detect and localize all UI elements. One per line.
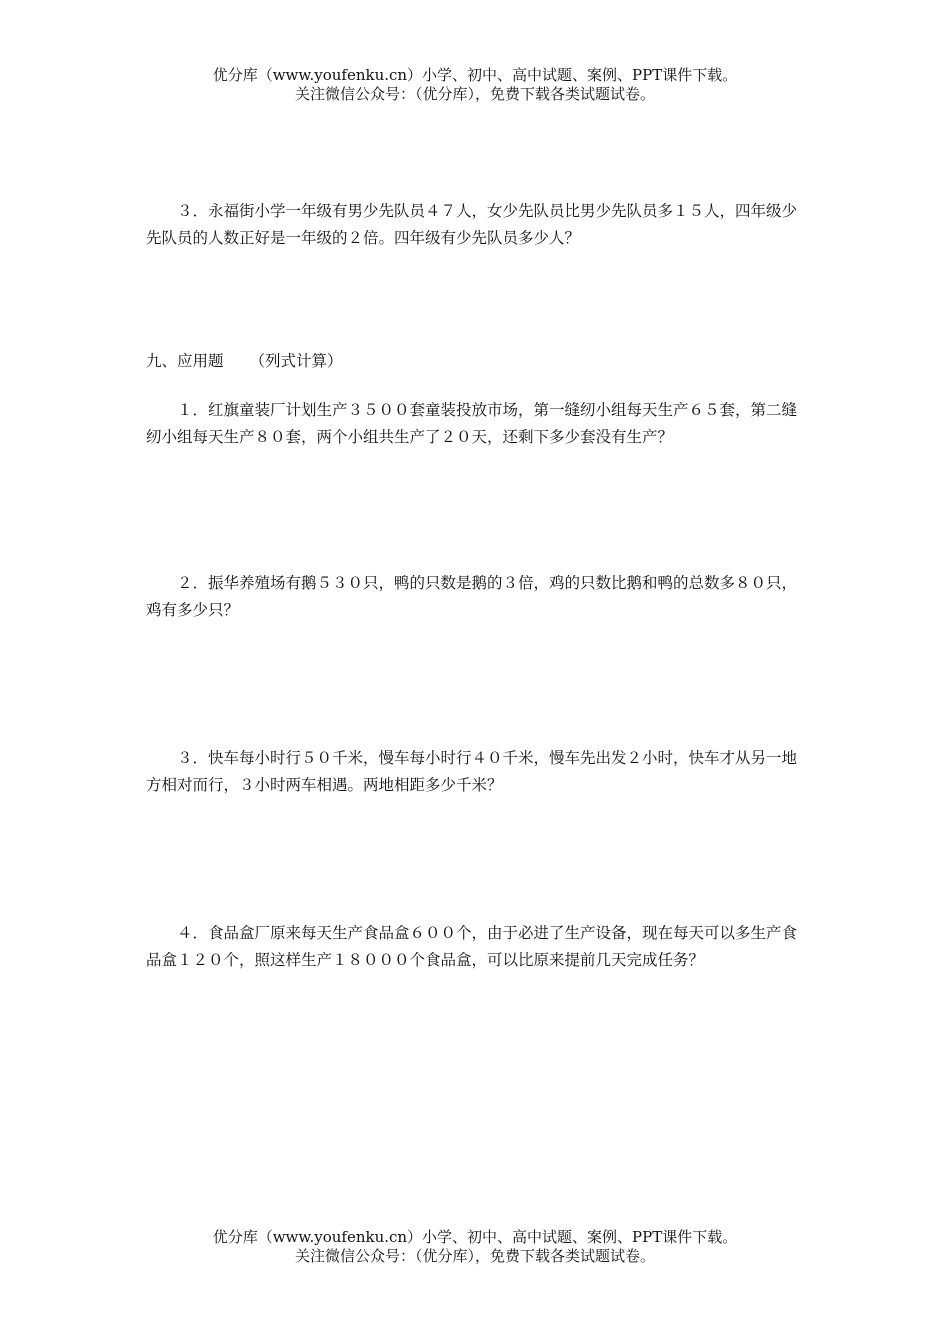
question-1: １．红旗童装厂计划生产３５００套童装投放市场，第一缝纫小组每天生产６５套，第二缝纫小组每天生产８０套，两个小组共生产了２０天，还剩下多少套没有生产？ — [146, 401, 798, 446]
footer-line-2: 关注微信公众号：（优分库），免费下载各类试题试卷。 — [294, 1247, 655, 1265]
section-title-sub: （列式计算） — [249, 352, 343, 370]
page-header — [0, 66, 950, 104]
question-4: ４．食品盒厂原来每天生产食品盒６００个，由于必进了生产设备，现在每天可以多生产食品盒１２０个，照这样生产１８０００个食品盒，可以比原来提前几天完成任务？ — [146, 924, 798, 969]
section-title-main: 九、应用题 — [146, 352, 224, 370]
section-title — [146, 349, 343, 373]
header-line-2: 关注微信公众号：（优分库），免费下载各类试题试卷。 — [294, 85, 655, 103]
page-footer — [0, 1228, 950, 1266]
prior-question-3: ３．永福街小学一年级有男少先队员４７人，女少先队员比男少先队员多１５人，四年级少先队员的人数正好是一年级的２倍。四年级有少先队员多少人？ — [146, 202, 798, 247]
footer-line-1: 优分库（www.youfenku.cn）小学、初中、高中试题、案例、PPT课件下载。 — [212, 1228, 738, 1246]
question-2: ２．振华养殖场有鹅５３０只，鸭的只数是鹅的３倍，鸡的只数比鹅和鸭的总数多８０只，鸡有多少只？ — [146, 574, 798, 619]
question-3: ３．快车每小时行５０千米，慢车每小时行４０千米，慢车先出发２小时，快车才从另一地方相对而行，３小时两车相遇。两地相距多少千米？ — [146, 749, 798, 794]
header-line-1: 优分库（www.youfenku.cn）小学、初中、高中试题、案例、PPT课件下载。 — [212, 66, 738, 84]
